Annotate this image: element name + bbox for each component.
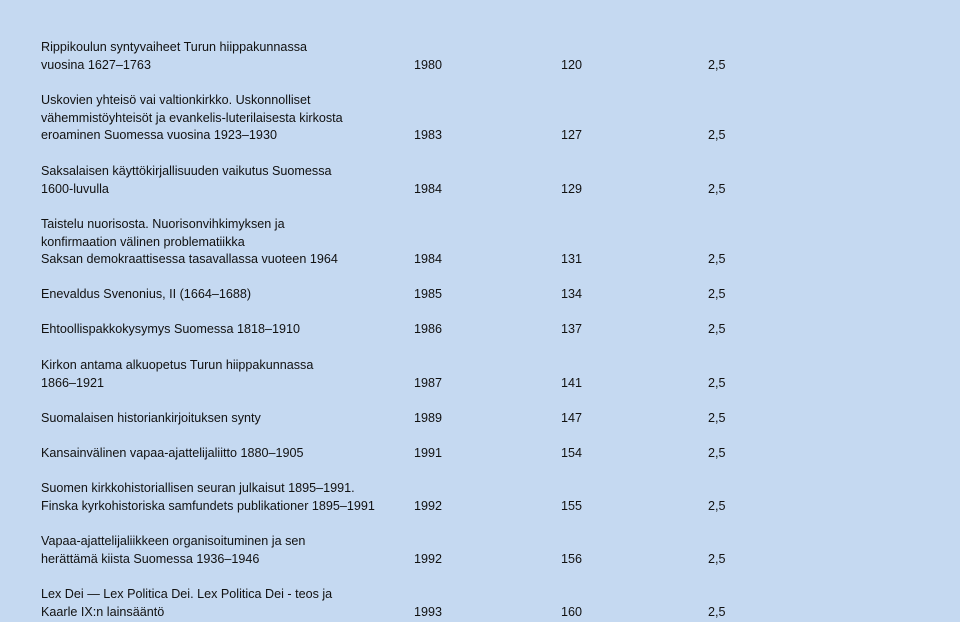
entry-title-line: Kaarle IX:n lainsääntö	[41, 604, 165, 619]
entry-title-line: Uskovien yhteisö vai valtionkirkko. Uskonnolliset	[41, 93, 311, 107]
entry-year: 1980	[414, 57, 443, 72]
entry-title-line: eroaminen Suomessa vuosina 1923–1930	[41, 128, 277, 143]
entry-number: 156	[561, 551, 583, 566]
entry-number: 120	[561, 57, 583, 72]
entry-title-line: Lex Dei — Lex Politica Dei. Lex Politica Dei - teos ja	[41, 587, 333, 601]
entry-title-line: Kirkon antama alkuopetus Turun hiippakunnassa	[41, 358, 314, 372]
entry-value: 2,5	[708, 57, 726, 72]
list-item	[41, 533, 741, 568]
entry-number: 160	[561, 604, 583, 619]
list-item	[41, 480, 741, 515]
entry-number: 129	[561, 181, 583, 196]
entry-title-line: Saksalaisen käyttökirjallisuuden vaikutus Suomessa	[41, 164, 332, 178]
list-item	[41, 39, 741, 74]
list-item	[41, 92, 741, 145]
list-item	[41, 445, 741, 463]
entry-title-line: vuosina 1627–1763	[41, 57, 151, 72]
entry-year: 1987	[414, 375, 443, 390]
list-item	[41, 410, 741, 428]
entry-number: 134	[561, 287, 583, 301]
entry-number: 131	[561, 252, 583, 267]
entry-title-line: Saksan demokraattisessa tasavallassa vuoteen 1964	[41, 252, 338, 267]
entry-value: 2,5	[708, 551, 726, 566]
entry-title-line: Vapaa-ajattelijaliikkeen organisoituminen ja sen	[41, 534, 306, 548]
entry-year: 1992	[414, 498, 443, 513]
entry-year: 1984	[414, 252, 443, 267]
entry-year: 1985	[414, 287, 443, 301]
entry-year: 1993	[414, 604, 443, 619]
entry-number: 127	[561, 128, 583, 143]
list-item	[41, 163, 741, 198]
list-item	[41, 216, 741, 269]
entry-title-line: Enevaldus Svenonius, II (1664–1688)	[41, 287, 252, 301]
entry-title-line: 1866–1921	[41, 375, 105, 390]
entry-year: 1986	[414, 322, 443, 336]
entry-year: 1983	[414, 128, 443, 143]
list-item	[41, 286, 741, 304]
entry-title-line: Finska kyrkohistoriska samfundets publikationer 1895–1991	[41, 498, 375, 513]
entry-value: 2,5	[708, 322, 726, 336]
entry-value: 2,5	[708, 128, 726, 143]
entry-number: 155	[561, 498, 583, 513]
entry-value: 2,5	[708, 498, 726, 513]
entry-title-line: herättämä kiista Suomessa 1936–1946	[41, 551, 260, 566]
entry-number: 141	[561, 375, 583, 390]
entry-value: 2,5	[708, 446, 726, 460]
entry-value: 2,5	[708, 287, 726, 301]
entry-value: 2,5	[708, 411, 726, 425]
entry-year: 1984	[414, 181, 443, 196]
entry-value: 2,5	[708, 604, 726, 619]
entry-number: 154	[561, 446, 583, 460]
list-item	[41, 321, 741, 339]
list-item	[41, 586, 741, 621]
entry-year: 1992	[414, 551, 443, 566]
entry-title-line: vähemmistöyhteisöt ja evankelis-luterilaisesta kirkosta	[41, 110, 343, 125]
list-item	[41, 357, 741, 392]
entry-title-line: 1600-luvulla	[41, 181, 109, 196]
entry-title-line: Kansainvälinen vapaa-ajattelijaliitto 1880–1905	[41, 446, 304, 460]
entry-title-line: Rippikoulun syntyvaiheet Turun hiippakunnassa	[41, 40, 308, 54]
entry-title-line: konfirmaation välinen problematiikka	[41, 234, 245, 249]
entry-value: 2,5	[708, 181, 726, 196]
entry-number: 137	[561, 322, 583, 336]
entry-title-line: Suomalaisen historiankirjoituksen synty	[41, 411, 261, 425]
entry-title-line: Suomen kirkkohistoriallisen seuran julkaisut 1895–1991.	[41, 481, 355, 495]
entry-number: 147	[561, 411, 583, 425]
entry-value: 2,5	[708, 252, 726, 267]
entry-year: 1991	[414, 446, 443, 460]
entry-title-line: Taistelu nuorisosta. Nuorisonvihkimyksen ja	[41, 217, 285, 231]
entry-title-line: Ehtoollispakkokysymys Suomessa 1818–1910	[41, 322, 301, 336]
entry-value: 2,5	[708, 375, 726, 390]
entry-year: 1989	[414, 411, 443, 425]
